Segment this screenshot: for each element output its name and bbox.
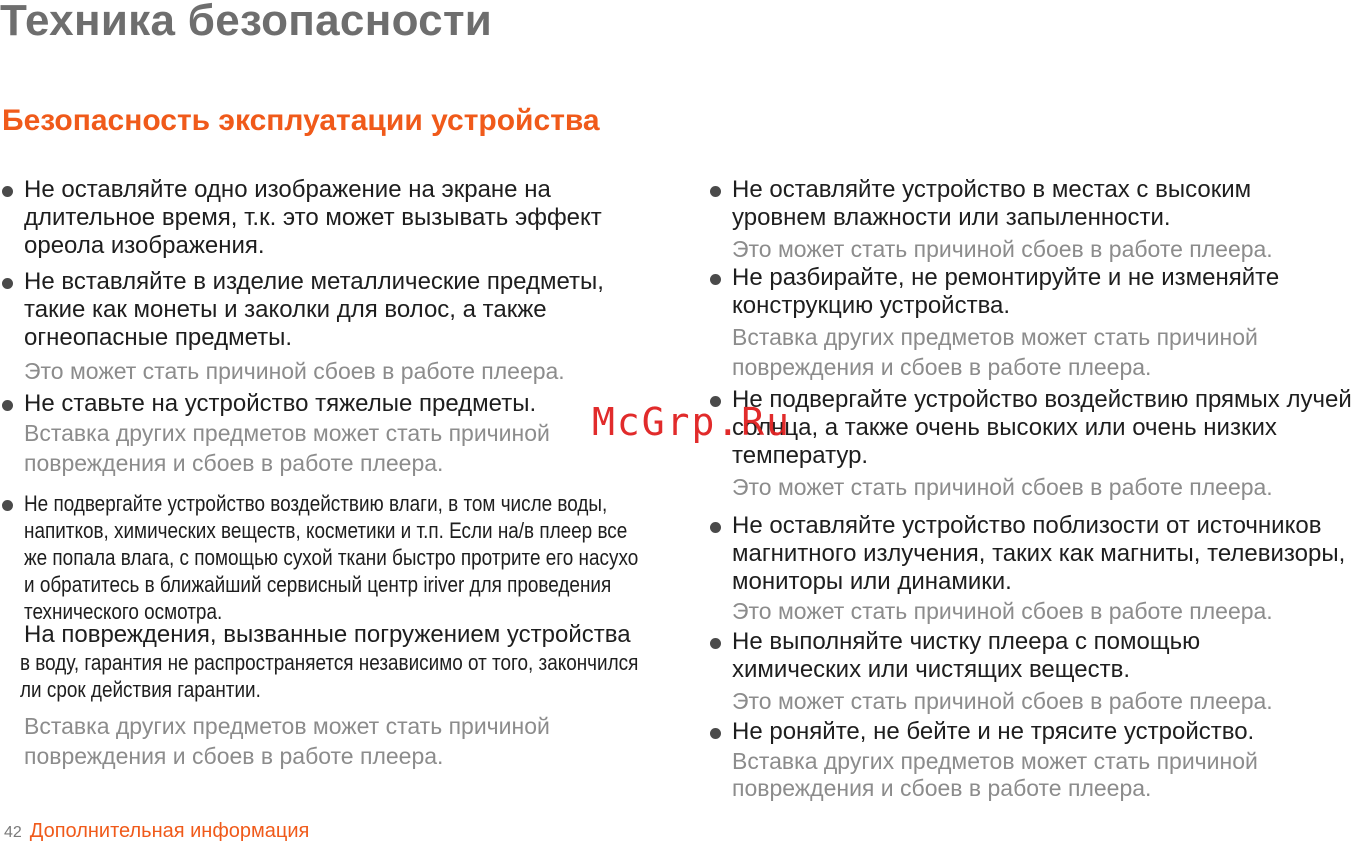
safety-item-temperature xyxy=(708,386,1372,502)
page-footer xyxy=(4,820,309,843)
item-text: Не подвергайте устройство воздействию прямых лучей солнца, а также очень высоких или очень низких температур. xyxy=(732,386,1352,469)
item-text: Не оставляйте одно изображение на экране на длительное время, т.к. это может вызывать эффект ореола изображения. xyxy=(24,176,602,259)
item-text: Не подвергайте устройство воздействию влаги, в том числе воды, напитков, химических веществ, косметики и т.п. Если на/в плеер все же попала влага, с помощью сухой ткани быстро протрите его насухо и обратитесь в ближайший сервисный центр iriver для проведения технического осмотра. xyxy=(24,491,639,624)
page-number: 42 xyxy=(4,824,22,841)
bullet-icon xyxy=(710,728,721,739)
item-note: Вставка других предметов может стать причиной повреждения и сбоев в работе плеера. xyxy=(732,324,1258,380)
item-note: Это может стать причиной сбоев в работе плеера. xyxy=(732,598,1273,624)
item-note: Это может стать причиной сбоев в работе плеера. xyxy=(732,474,1273,500)
section-title: Безопасность эксплуатации устройства xyxy=(2,104,600,137)
item-note: Это может стать причиной сбоев в работе плеера. xyxy=(732,688,1273,714)
footer-section: Дополнительная информация xyxy=(29,820,310,842)
watermark: McGrp.Ru xyxy=(592,400,792,444)
bullet-icon xyxy=(2,500,13,511)
safety-item-humidity xyxy=(708,176,1332,264)
item-note: Это может стать причиной сбоев в работе плеера. xyxy=(24,358,565,384)
page-title: Техника безопасности xyxy=(0,0,493,45)
item-note: Вставка других предметов может стать причиной повреждения и сбоев в работе плеера. xyxy=(24,420,550,476)
item-text: Не вставляйте в изделие металлические предметы, такие как монеты и заколки для волос, а также огнеопасные предметы. xyxy=(24,268,604,351)
bullet-icon xyxy=(710,522,721,533)
item-text: Не разбирайте, не ремонтируйте и не изменяйте конструкцию устройства. xyxy=(732,264,1280,319)
safety-item-magnetic xyxy=(708,512,1352,626)
bullet-icon xyxy=(2,278,13,289)
bullet-icon xyxy=(2,186,13,197)
bullet-icon xyxy=(710,638,721,649)
safety-item-cleaning xyxy=(708,628,1332,716)
item-note: Вставка других предметов может стать причиной повреждения и сбоев в работе плеера. xyxy=(24,713,550,769)
item-text: Не ставьте на устройство тяжелые предметы. xyxy=(24,390,537,417)
warranty-text: в воду, гарантия не распространяется независимо от того, закончился ли срок действия гарантии. xyxy=(20,650,639,702)
item-text: Не оставляйте устройство поблизости от источников магнитного излучения, таких как магниты, телевизоры, мониторы или динамики. xyxy=(732,512,1346,595)
left-column xyxy=(0,176,680,771)
item-note: Это может стать причиной сбоев в работе плеера. xyxy=(732,236,1273,262)
warranty-text: На повреждения, вызванные погружением устройства xyxy=(24,621,631,648)
safety-item-dropping xyxy=(708,718,1372,802)
item-text: Не оставляйте устройство в местах с высоким уровнем влажности или запыленности. xyxy=(732,176,1252,231)
safety-item-metal-objects xyxy=(0,268,664,386)
bullet-icon xyxy=(710,274,721,285)
item-text: Не выполняйте чистку плеера с помощью химических или чистящих веществ. xyxy=(732,628,1201,683)
item-note: Вставка других предметов может стать причиной повреждения и сбоев в работе плеера. xyxy=(732,748,1258,801)
item-text: Не роняйте, не бейте и не трясите устройство. xyxy=(732,718,1255,745)
safety-item-disassembly xyxy=(708,264,1372,382)
right-column xyxy=(708,176,1372,802)
bullet-icon xyxy=(2,400,13,411)
safety-item-image-retention xyxy=(0,176,664,260)
safety-item-heavy-objects xyxy=(0,390,664,478)
bullet-icon xyxy=(710,186,721,197)
safety-item-moisture xyxy=(0,490,664,771)
